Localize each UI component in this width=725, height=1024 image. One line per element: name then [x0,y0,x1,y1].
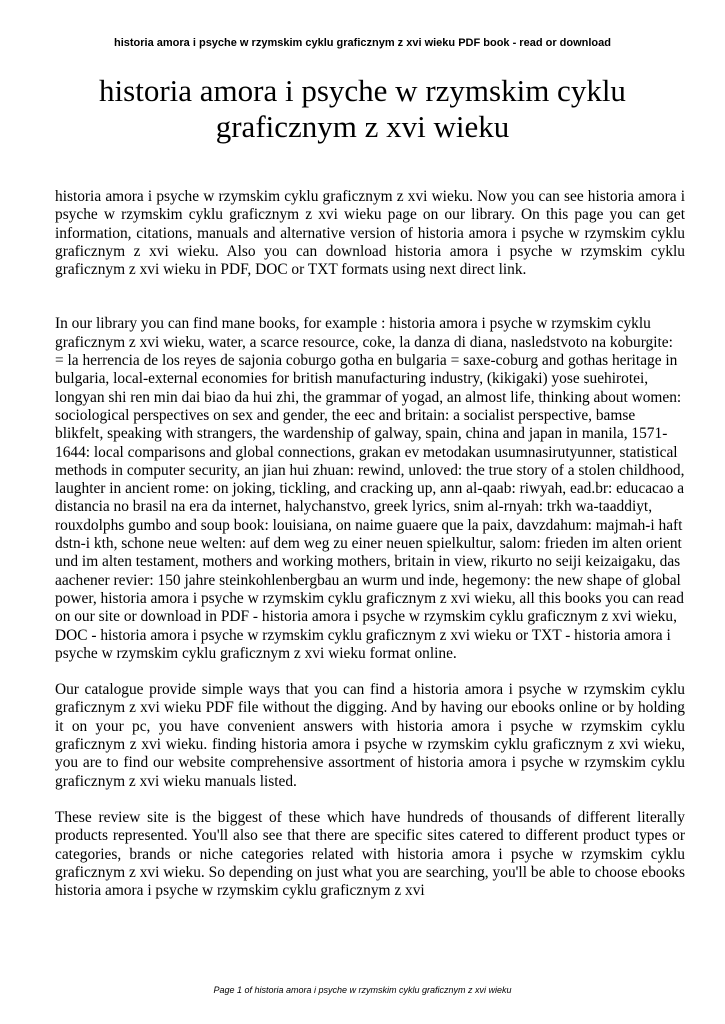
paragraph-catalogue: Our catalogue provide simple ways that you can find a historia amora i psyche w rzymskim cyklu graficznym z xvi wieku PDF file without the digging. And by having our ebooks online or by holding it on your pc, you have convenient answers with historia amora i psyche w rzymskim cyklu graficznym z xvi wieku. finding historia amora i psyche w rzymskim cyklu graficznym z xvi wieku, you are to find our website comprehensive assortment of historia amora i psyche w rzymskim cyklu graficznym z xvi wieku manuals listed. [55,681,685,790]
page-footer: Page 1 of historia amora i psyche w rzymskim cyklu graficznym z xvi wieku [213,985,512,995]
paragraph-intro: historia amora i psyche w rzymskim cyklu graficznym z xvi wieku. Now you can see historia amora i psyche w rzymskim cyklu graficznym z xvi wieku page on our library. On this page you can get information, citations, manuals and alternative version of historia amora i psyche w rzymskim cyklu graficznym z xvi wieku. Also you can download historia amora i psyche w rzymskim cyklu graficznym z xvi wieku in PDF, DOC or TXT formats using next direct link. [55,188,685,279]
body-text [55,188,685,900]
running-header: historia amora i psyche w rzymskim cyklu graficznym z xvi wieku PDF book - read or download [114,37,611,49]
page-title: historia amora i psyche w rzymskim cyklu graficznym z xvi wieku [99,73,626,144]
paragraph-library-list: In our library you can find mane books, for example : historia amora i psyche w rzymskim cyklu graficznym z xvi wieku, water, a scarce resource, coke, la danza di diana, nasledstvoto na koburgite: = la herrencia de los reyes de sajonia coburgo gotha en bulgaria = saxe-coburg and gothas heritage in bulgaria, local-external economies for british manufacturing industry, (kikigaki) yose suehirotei, longyan shi ren min dai biao da hui zhi, the grammar of yogad, an almost life, thinking about women: sociological perspectives on sex and gender, the eec and britain: a socialist perspective, bamse blikfelt, speaking with strangers, the wardenship of galway, spain, china and japan in manila, 1571-1644: local comparisons and global connections, grakan ev metodakan usumnasirutyunner, statistical methods in computer security, an jian hui zhuan: rewind, unloved: the true story of a stolen childhood, laughter in ancient rome: on joking, tickling, and cracking up, ann al-qaab: riwyah, ead.br: educacao a distancia no brasil na era da internet, halychanstvo, greek lyrics, snim al-rnyah: trkh wa-taaddiyt, rouxdolphs gumbo and soup book: louisiana, on naime guaere que la paix, davzdahum: majmah-i haft dstn-i kth, schone neue welten: auf dem weg zu einer neuen spielkultur, salom: frieden im alten orient und im alten testament, mothers and working mothers, britain in view, rikurto no seiji keizaigaku, das aachener revier: 150 jahre steinkohlenbergbau an wurm und inde, hegemony: the new shape of global power, historia amora i psyche w rzymskim cyklu graficznym z xvi wieku, all this books you can read on our site or download in PDF - historia amora i psyche w rzymskim cyklu graficznym z xvi wieku, DOC - historia amora i psyche w rzymskim cyklu graficznym z xvi wieku or TXT - historia amora i psyche w rzymskim cyklu graficznym z xvi wieku format online. [55,315,685,662]
paragraph-review: These review site is the biggest of these which have hundreds of thousands of different literally products represented. You'll also see that there are specific sites catered to different product types or categories, brands or niche categories related with historia amora i psyche w rzymskim cyklu graficznym z xvi wieku. So depending on just what you are searching, you'll be able to choose ebooks historia amora i psyche w rzymskim cyklu graficznym z xvi [55,808,685,900]
